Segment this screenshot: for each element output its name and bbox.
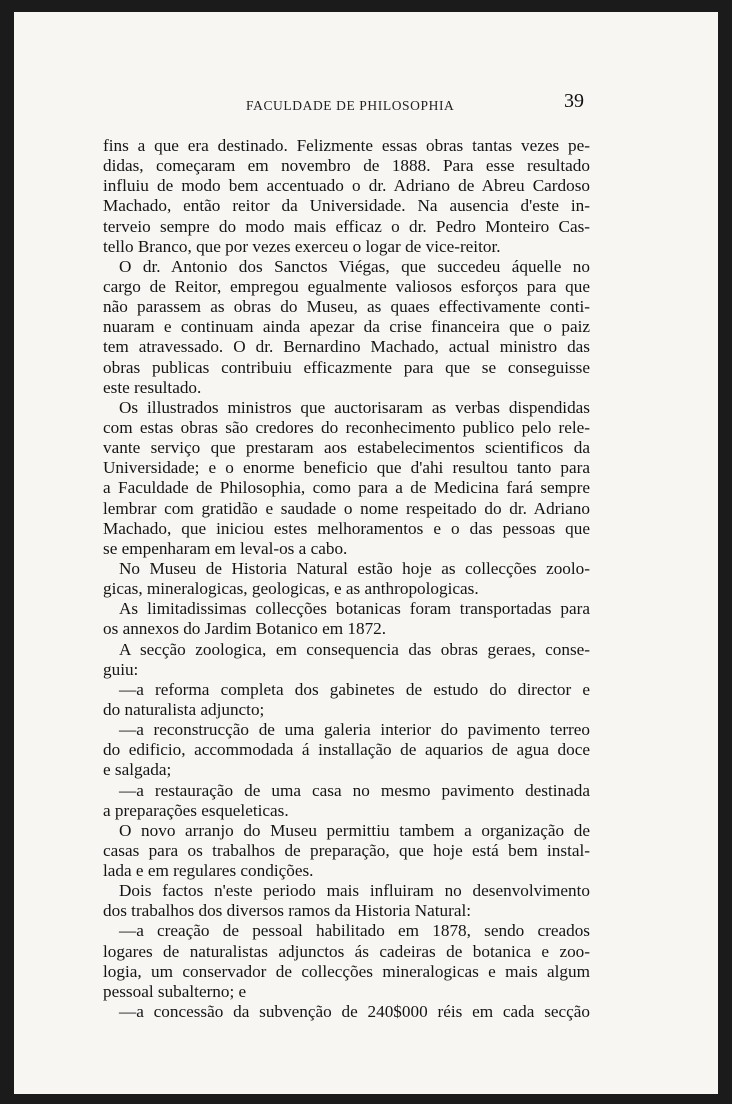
text-line: —a creação de pessoal habilitado em 1878, sendo creados [119, 921, 590, 941]
text-line: No Museu de Historia Natural estão hoje as collecções zoolo- [119, 558, 590, 578]
text-line: obras publicas contribuiu efficazmente para que se conseguisse [103, 357, 590, 377]
text-line: não parassem as obras do Museu, as quaes effectivamente conti- [103, 297, 590, 317]
text-line: Dois factos n'este periodo mais influiram no desenvolvimento [119, 881, 590, 901]
text-line: vante serviço que prestaram aos estabelecimentos scientificos da [103, 438, 590, 458]
text-line: a Faculdade de Philosophia, como para a de Medicina fará sempre [103, 478, 590, 498]
text-line: A secção zoologica, em consequencia das obras geraes, conse- [119, 639, 590, 659]
text-line: do naturalista adjuncto; [103, 699, 265, 719]
text-line: logia, um conservador de collecções mineralogicas e mais algum [103, 961, 590, 981]
text-line: gicas, mineralogicas, geologicas, e as anthropologicas. [103, 579, 479, 599]
text-line: As limitadissimas collecções botanicas foram transportadas para [119, 599, 590, 619]
text-line: se empenharam em leval-os a cabo. [103, 538, 348, 558]
text-line: fins a que era destinado. Felizmente essas obras tantas vezes pe- [103, 136, 590, 155]
text-line: O dr. Antonio dos Sanctos Viégas, que succedeu áquelle no [119, 256, 590, 276]
text-line: Machado, então reitor da Universidade. Na ausencia d'este in- [103, 196, 590, 216]
text-line: guiu: [103, 659, 139, 679]
text-line: cargo de Reitor, empregou egualmente valiosos esforços para que [103, 276, 590, 296]
text-line: tello Branco, que por vezes exerceu o logar de vice-reitor. [103, 236, 501, 256]
text-line: com estas obras são credores do reconhecimento publico pelo rele- [103, 417, 590, 437]
text-line: nuaram e continuam ainda apezar da crise financeira que o paiz [103, 317, 590, 337]
text-line: casas para os trabalhos de preparação, que hoje está bem instal- [103, 840, 590, 860]
body-text [103, 136, 590, 1022]
text-line: tem atravessado. O dr. Bernardino Machado, actual ministro das [103, 337, 590, 357]
text-line: do edificio, accommodada á installação de aquarios de agua doce [103, 740, 590, 760]
text-line: este resultado. [103, 377, 202, 397]
text-line: os annexos do Jardim Botanico em 1872. [103, 619, 387, 639]
text-line: lembrar com gratidão e saudade o nome respeitado do dr. Adriano [103, 498, 590, 518]
text-line: —a restauração de uma casa no mesmo pavimento destinada [119, 780, 590, 800]
text-line: O novo arranjo do Museu permittiu tambem a organização de [119, 820, 590, 840]
text-line: —a reconstrucção de uma galeria interior do pavimento terreo [119, 720, 590, 740]
text-line: influiu de modo bem accentuado o dr. Adriano de Abreu Cardoso [103, 176, 590, 196]
page-header [104, 90, 604, 120]
text-line: —a concessão da subvenção de 240$000 réis em cada secção [119, 1002, 590, 1022]
text-line: pessoal subalterno; e [103, 981, 247, 1001]
text-line: lada e em regulares condições. [103, 861, 314, 881]
text-line: Machado, que iniciou estes melhoramentos e o das pessoas que [103, 518, 590, 538]
book-page [14, 12, 718, 1094]
text-line: Universidade; e o enorme beneficio que d'ahi resultou tanto para [103, 458, 590, 478]
text-line: —a reforma completa dos gabinetes de estudo do director e [119, 679, 590, 699]
text-line: e salgada; [103, 760, 172, 780]
running-title: FACULDADE DE PHILOSOPHIA [246, 98, 455, 113]
page-number: 39 [564, 90, 584, 112]
text-line: a preparações esqueleticas. [103, 800, 289, 820]
text-line: logares de naturalistas adjunctos ás cadeiras de botanica e zoo- [103, 941, 590, 961]
text-line: Os illustrados ministros que auctorisaram as verbas dispendidas [119, 397, 590, 417]
text-line: terveio sempre do modo mais efficaz o dr. Pedro Monteiro Cas- [103, 216, 590, 236]
text-line: didas, começaram em novembro de 1888. Para esse resultado [103, 156, 590, 176]
text-line: dos trabalhos dos diversos ramos da Historia Natural: [103, 901, 472, 921]
